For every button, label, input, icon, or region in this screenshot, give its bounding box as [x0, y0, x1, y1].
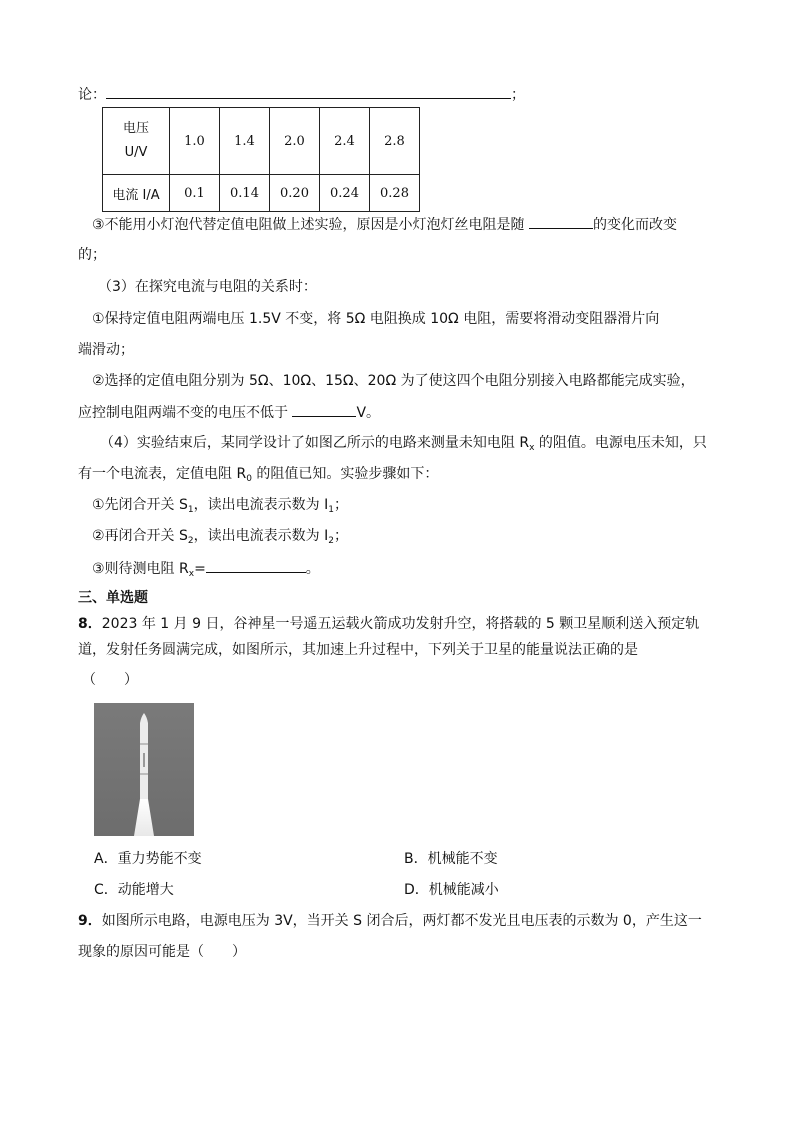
table-header-current: 电流 I/A	[103, 175, 170, 212]
q7-item3-line2	[78, 245, 106, 265]
q8-line3	[82, 670, 138, 690]
q7-step1-sub2: 1	[328, 505, 334, 515]
rocket-launch-photo	[94, 703, 194, 836]
table-cell: 0.28	[370, 175, 420, 212]
q8-line2	[78, 640, 638, 660]
q9-number: 9．	[78, 913, 102, 929]
conclusion-end: ；	[511, 87, 525, 103]
table-header-voltage	[103, 108, 170, 175]
q8-option-b-label: B．	[404, 851, 428, 867]
q9-text2: 现象的原因可能是（ ）	[78, 944, 246, 960]
q7-step3-eq: =	[194, 561, 206, 577]
table-cell: 2.0	[270, 108, 320, 175]
q7-subq4-text-d: 的阻值已知。实验步骤如下：	[251, 466, 439, 482]
q7-step3-end: 。	[305, 561, 320, 577]
q7-subq3-heading	[98, 277, 317, 297]
q7-step1-text-b: ，读出电流表示数为 I	[193, 497, 329, 513]
q7-item3-text-end: 的变化而改变	[593, 217, 677, 233]
q7-step2-text: ②再闭合开关 S	[92, 528, 188, 544]
q8-option-a-text: 重力势能不变	[117, 851, 202, 867]
conclusion-blank[interactable]	[106, 84, 511, 99]
q7-subq3-item2-blank[interactable]	[292, 402, 356, 417]
table-cell: 1.4	[220, 108, 270, 175]
q7-subq3-item2-line1	[92, 371, 695, 391]
q7-item3-blank[interactable]	[529, 214, 593, 229]
q8-option-c-text: 动能增大	[117, 882, 174, 898]
conclusion-line	[78, 84, 525, 105]
q7-subq4-text-c: 有一个电流表，定值电阻 R	[78, 466, 247, 482]
table-cell: 0.1	[170, 175, 220, 212]
section-title: 三、单选题	[78, 590, 148, 606]
q8-option-c[interactable]	[94, 880, 174, 900]
table-header-voltage-line2: U/V	[124, 145, 148, 160]
q8-option-d[interactable]	[404, 880, 499, 900]
q7-step1-sub: 1	[187, 505, 194, 515]
q7-subq4-rx-sub: x	[529, 443, 535, 453]
q8-answer-paren: （ ）	[82, 672, 138, 688]
q7-subq3-item1-text-cont: 端滑动；	[78, 342, 134, 358]
table-cell: 2.4	[320, 108, 370, 175]
table-cell: 0.24	[320, 175, 370, 212]
q7-step3-blank[interactable]	[206, 558, 306, 573]
q8-option-a[interactable]	[94, 849, 202, 869]
q7-subq3-item1-line1	[92, 309, 659, 329]
q7-step2-sub: 2	[187, 536, 194, 546]
q8-option-c-label: C．	[94, 882, 118, 898]
voltage-current-table	[102, 107, 420, 212]
q7-step1-text: ①先闭合开关 S	[92, 497, 188, 513]
table-cell: 1.0	[170, 108, 220, 175]
q7-subq3-item1-line2	[78, 340, 134, 360]
q7-item3-text-cont: 的；	[78, 247, 106, 263]
q7-subq3-item2-text-cont: 应控制电阻两端不变的电压不低于	[78, 405, 293, 421]
q8-text1: 2023 年 1 月 9 日，谷神星一号遥五运载火箭成功发射升空，将搭载的 5 颗卫星顺利送入预定轨	[101, 616, 700, 632]
q7-subq4-text-b: 的阻值。电源电压未知，只	[534, 435, 707, 451]
q7-step2-text-b: ，读出电流表示数为 I	[193, 528, 329, 544]
q8-number: 8．	[78, 616, 102, 632]
table-cell: 0.14	[220, 175, 270, 212]
q7-step3	[92, 558, 320, 579]
q8-option-a-label: A．	[94, 851, 118, 867]
table-row-voltage	[103, 108, 420, 175]
q7-subq4-line2	[78, 464, 438, 484]
q7-item3-line1	[92, 214, 677, 235]
q7-step1-text-c: ；	[333, 497, 348, 513]
q9-line2	[78, 942, 246, 962]
q7-step2-sub2: 2	[328, 536, 334, 546]
section-heading	[78, 588, 148, 608]
table-cell: 2.8	[370, 108, 420, 175]
q7-subq3-item1-text: ①保持定值电阻两端电压 1.5V 不变，将 5Ω 电阻换成 10Ω 电阻，需要将滑动变阻器滑片向	[92, 311, 660, 327]
q8-option-b[interactable]	[404, 849, 498, 869]
q7-subq4-text: （4）实验结束后，某同学设计了如图乙所示的电路来测量未知电阻 R	[100, 435, 530, 451]
q7-item3-text: ③不能用小灯泡代替定值电阻做上述实验，原因是小灯泡灯丝电阻是随	[92, 217, 529, 233]
q9-line1	[78, 911, 702, 931]
q8-text2: 道，发射任务圆满完成，如图所示，其加速上升过程中，下列关于卫星的能量说法正确的是	[78, 642, 638, 658]
q8-option-d-label: D．	[404, 882, 429, 898]
conclusion-label: 论：	[78, 87, 106, 103]
q7-subq4-r0-sub: 0	[246, 474, 252, 484]
q7-subq3-item2-line2	[78, 402, 380, 423]
table-cell: 0.20	[270, 175, 320, 212]
q7-subq3-item2-text: ②选择的定值电阻分别为 5Ω、10Ω、15Ω、20Ω 为了使这四个电阻分别接入电路都能完成实验，	[92, 373, 695, 389]
q7-step3-text: ③则待测电阻 R	[92, 561, 189, 577]
q8-option-b-text: 机械能不变	[427, 851, 498, 867]
q8-line1	[78, 614, 699, 634]
q9-text1: 如图所示电路，电源电压为 3V，当开关 S 闭合后，两灯都不发光且电压表的示数为 0，产生这一	[101, 913, 702, 929]
q7-subq3-item2-unit: V。	[356, 405, 381, 421]
q8-option-d-text: 机械能减小	[428, 882, 499, 898]
q7-subq3-text: （3）在探究电流与电阻的关系时：	[98, 279, 317, 295]
table-row-current	[103, 175, 420, 212]
q7-step2	[92, 526, 348, 546]
table-header-voltage-line1: 电压	[122, 121, 149, 136]
q7-subq4-line1	[100, 433, 707, 453]
q7-step1	[92, 495, 348, 515]
q7-step2-text-c: ；	[333, 528, 348, 544]
q7-step3-sub: x	[188, 569, 195, 579]
rocket-image	[94, 703, 194, 836]
